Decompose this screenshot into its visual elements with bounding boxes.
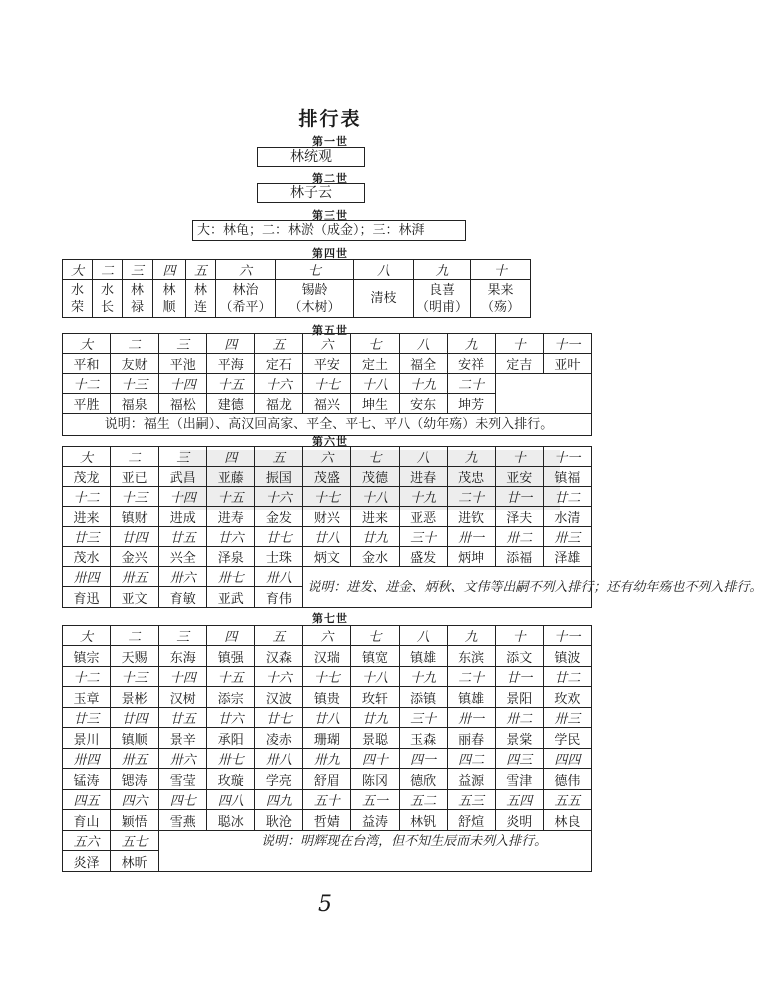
rank-cell: 三 — [159, 626, 207, 646]
rank-cell: 五 — [255, 334, 303, 354]
name-cell: 凌赤 — [255, 728, 303, 749]
rank-cell: 四五 — [63, 790, 111, 810]
name-cell: 平和 — [63, 354, 111, 374]
name-cell: 福龙 — [255, 394, 303, 414]
gen7-label: 第七世 — [312, 612, 348, 625]
rank-cell: 廿六 — [207, 708, 255, 728]
rank-cell: 廿五 — [159, 527, 207, 547]
name-cell: 林良 — [543, 810, 591, 831]
name-cell: 水清 — [543, 507, 591, 527]
gen1-name-box: 林统观 — [257, 147, 365, 167]
name-cell: 炎泽 — [63, 851, 111, 872]
name-cell: 茂德 — [351, 467, 399, 487]
name-cell: 泽泉 — [207, 547, 255, 567]
rank-cell: 大 — [63, 260, 93, 280]
rank-cell: 十 — [495, 626, 543, 646]
name-cell: 景辛 — [159, 728, 207, 749]
gen6-label: 第六世 — [312, 435, 348, 448]
name-cell: 景聪 — [351, 728, 399, 749]
rank-cell: 十八 — [351, 374, 399, 394]
rank-cell: 七 — [351, 626, 399, 646]
name-cell: 添镇 — [399, 687, 447, 708]
name-cell: 丽春 — [447, 728, 495, 749]
name-cell: 金发 — [255, 507, 303, 527]
rank-cell: 九 — [447, 447, 495, 467]
gen3-label: 第三世 — [312, 209, 348, 222]
name-cell: 景阳 — [495, 687, 543, 708]
name-cell: 添宗 — [207, 687, 255, 708]
name-cell: 镇福 — [543, 467, 591, 487]
rank-cell: 廿七 — [255, 708, 303, 728]
rank-cell: 三十 — [399, 527, 447, 547]
name-cell: 雪莹 — [159, 769, 207, 790]
gen5-table — [62, 333, 592, 436]
name-cell: 平安 — [303, 354, 351, 374]
name-cell: 水 荣 — [63, 280, 93, 318]
name-cell: 茂水 — [63, 547, 111, 567]
name-cell: 财兴 — [303, 507, 351, 527]
rank-cell: 三 — [123, 260, 153, 280]
rank-cell: 十三 — [111, 667, 159, 687]
rank-cell: 十八 — [351, 667, 399, 687]
rank-cell: 十一 — [543, 626, 591, 646]
rank-cell: 六 — [303, 447, 351, 467]
name-cell: 锡龄 （木树） — [276, 280, 354, 318]
page-title: 排行表 — [298, 108, 362, 130]
name-cell: 育山 — [63, 810, 111, 831]
rank-cell: 五七 — [111, 831, 159, 851]
name-cell: 武昌 — [159, 467, 207, 487]
rank-cell: 卅七 — [207, 749, 255, 769]
rank-cell: 大 — [63, 447, 111, 467]
rank-cell: 十 — [471, 260, 531, 280]
name-cell: 炎明 — [495, 810, 543, 831]
name-cell: 茂盛 — [303, 467, 351, 487]
name-cell: 汉森 — [255, 646, 303, 667]
name-cell: 清枝 — [354, 280, 414, 318]
rank-cell: 四九 — [255, 790, 303, 810]
name-cell: 金水 — [351, 547, 399, 567]
rank-cell: 二 — [111, 626, 159, 646]
name-cell: 益涛 — [351, 810, 399, 831]
gen2-name-box: 林子云 — [257, 183, 365, 203]
name-cell: 学民 — [543, 728, 591, 749]
name-cell: 进来 — [351, 507, 399, 527]
gen5-note: 说明：福生（出嗣）、高汉回高家、平全、平七、平八（幼年殇）未列入排行。 — [63, 414, 592, 436]
rank-cell: 四三 — [495, 749, 543, 769]
rank-cell: 廿二 — [543, 667, 591, 687]
rank-cell: 廿九 — [351, 708, 399, 728]
name-cell: 育伟 — [255, 587, 303, 608]
rank-cell: 廿一 — [495, 487, 543, 507]
rank-cell: 十五 — [207, 487, 255, 507]
name-cell: 玉森 — [399, 728, 447, 749]
rank-cell: 卅六 — [159, 749, 207, 769]
rank-cell: 五十 — [303, 790, 351, 810]
name-cell: 兴全 — [159, 547, 207, 567]
rank-cell: 二十 — [447, 374, 495, 394]
name-cell: 锰涛 — [63, 769, 111, 790]
rank-cell: 四八 — [207, 790, 255, 810]
rank-cell: 十九 — [399, 374, 447, 394]
name-cell: 汉波 — [255, 687, 303, 708]
rank-cell: 二 — [111, 447, 159, 467]
rank-cell: 卅八 — [255, 749, 303, 769]
name-cell: 益源 — [447, 769, 495, 790]
rank-cell: 三十 — [399, 708, 447, 728]
gen2-label: 第二世 — [312, 172, 348, 185]
rank-cell: 廿九 — [351, 527, 399, 547]
name-cell: 镇雄 — [399, 646, 447, 667]
rank-cell: 大 — [63, 626, 111, 646]
rank-cell: 廿八 — [303, 527, 351, 547]
name-cell: 进成 — [159, 507, 207, 527]
page-number: 5 — [318, 892, 332, 917]
name-cell: 哲婧 — [303, 810, 351, 831]
name-cell: 金兴 — [111, 547, 159, 567]
rank-cell: 廿四 — [111, 527, 159, 547]
rank-cell: 四七 — [159, 790, 207, 810]
name-cell: 定土 — [351, 354, 399, 374]
name-cell: 水 长 — [93, 280, 123, 318]
rank-cell: 廿六 — [207, 527, 255, 547]
name-cell: 振国 — [255, 467, 303, 487]
gen5-label: 第五世 — [312, 324, 348, 337]
name-cell: 盛发 — [399, 547, 447, 567]
rank-cell: 十七 — [303, 374, 351, 394]
name-cell: 福泉 — [111, 394, 159, 414]
rank-cell: 六 — [303, 334, 351, 354]
name-cell: 雪津 — [495, 769, 543, 790]
name-cell: 平池 — [159, 354, 207, 374]
name-cell: 添福 — [495, 547, 543, 567]
name-cell: 玫轩 — [351, 687, 399, 708]
rank-cell: 廿四 — [111, 708, 159, 728]
rank-cell: 十四 — [159, 487, 207, 507]
name-cell: 镇波 — [543, 646, 591, 667]
rank-cell: 廿二 — [543, 487, 591, 507]
name-cell: 坤芳 — [447, 394, 495, 414]
name-cell: 颖悟 — [111, 810, 159, 831]
name-cell: 定石 — [255, 354, 303, 374]
name-cell: 聪冰 — [207, 810, 255, 831]
rank-cell: 八 — [354, 260, 414, 280]
rank-cell: 卅三 — [543, 527, 591, 547]
rank-cell: 八 — [399, 334, 447, 354]
rank-cell: 三 — [159, 447, 207, 467]
rank-cell: 七 — [276, 260, 354, 280]
rank-cell: 卅二 — [495, 708, 543, 728]
name-cell: 亚恶 — [399, 507, 447, 527]
name-cell: 景棠 — [495, 728, 543, 749]
name-cell: 景川 — [63, 728, 111, 749]
rank-cell: 十二 — [63, 667, 111, 687]
rank-cell: 七 — [351, 447, 399, 467]
rank-cell: 九 — [447, 626, 495, 646]
name-cell: 学亮 — [255, 769, 303, 790]
rank-cell: 卅四 — [63, 749, 111, 769]
rank-cell: 十 — [495, 447, 543, 467]
rank-cell: 廿七 — [255, 527, 303, 547]
name-cell: 林 顺 — [153, 280, 186, 318]
name-cell: 炳坤 — [447, 547, 495, 567]
rank-cell: 十一 — [543, 447, 591, 467]
rank-cell: 卅一 — [447, 708, 495, 728]
rank-cell: 二 — [93, 260, 123, 280]
gen3-names-box: 大：林龟；二：林淤（成金）；三：林湃 — [192, 220, 466, 241]
rank-cell: 十九 — [399, 667, 447, 687]
rank-cell: 廿一 — [495, 667, 543, 687]
name-cell: 亚藤 — [207, 467, 255, 487]
name-cell: 景彬 — [111, 687, 159, 708]
name-cell: 福兴 — [303, 394, 351, 414]
rank-cell: 廿三 — [63, 708, 111, 728]
name-cell: 德伟 — [543, 769, 591, 790]
rank-cell: 九 — [447, 334, 495, 354]
name-cell: 德欣 — [399, 769, 447, 790]
name-cell: 育迅 — [63, 587, 111, 608]
rank-cell: 卅六 — [159, 567, 207, 587]
rank-cell: 十六 — [255, 487, 303, 507]
name-cell: 亚武 — [207, 587, 255, 608]
name-cell: 舒眉 — [303, 769, 351, 790]
rank-cell: 五一 — [351, 790, 399, 810]
rank-cell: 十 — [495, 334, 543, 354]
name-cell: 汉树 — [159, 687, 207, 708]
name-cell: 镇宗 — [63, 646, 111, 667]
name-cell: 进钦 — [447, 507, 495, 527]
rank-cell: 五五 — [543, 790, 591, 810]
rank-cell: 卅五 — [111, 567, 159, 587]
name-cell: 良喜 （明甫） — [414, 280, 471, 318]
rank-cell: 十五 — [207, 667, 255, 687]
name-cell: 陈冈 — [351, 769, 399, 790]
name-cell: 育敏 — [159, 587, 207, 608]
name-cell: 平胜 — [63, 394, 111, 414]
rank-cell: 十四 — [159, 667, 207, 687]
name-cell: 汉瑞 — [303, 646, 351, 667]
gen4-label: 第四世 — [312, 247, 348, 260]
gen7-table — [62, 625, 592, 872]
rank-cell: 十七 — [303, 667, 351, 687]
name-cell: 雪燕 — [159, 810, 207, 831]
rank-cell: 十六 — [255, 667, 303, 687]
rank-cell: 四 — [207, 626, 255, 646]
name-cell: 珊瑚 — [303, 728, 351, 749]
rank-cell: 七 — [351, 334, 399, 354]
rank-cell: 十五 — [207, 374, 255, 394]
name-cell: 林钒 — [399, 810, 447, 831]
gen4-table — [62, 259, 531, 318]
rank-cell: 四 — [207, 334, 255, 354]
rank-cell: 六 — [303, 626, 351, 646]
name-cell: 锶涛 — [111, 769, 159, 790]
gen7-note: 说明：明辉现在台湾，但不知生辰而未列入排行。 — [159, 831, 592, 872]
name-cell: 安祥 — [447, 354, 495, 374]
rank-cell: 八 — [399, 626, 447, 646]
gen6-table — [62, 446, 762, 608]
rank-cell: 十二 — [63, 374, 111, 394]
rank-cell: 廿八 — [303, 708, 351, 728]
name-cell: 福全 — [399, 354, 447, 374]
name-cell: 东海 — [159, 646, 207, 667]
name-cell: 承阳 — [207, 728, 255, 749]
empty-cell — [495, 374, 591, 414]
name-cell: 亚文 — [111, 587, 159, 608]
rank-cell: 卅三 — [543, 708, 591, 728]
name-cell: 玫欢 — [543, 687, 591, 708]
name-cell: 镇雄 — [447, 687, 495, 708]
rank-cell: 五四 — [495, 790, 543, 810]
rank-cell: 卅九 — [303, 749, 351, 769]
rank-cell: 十四 — [159, 374, 207, 394]
rank-cell: 大 — [63, 334, 111, 354]
rank-cell: 十一 — [543, 334, 591, 354]
rank-cell: 十三 — [111, 374, 159, 394]
rank-cell: 四 — [153, 260, 186, 280]
name-cell: 炳文 — [303, 547, 351, 567]
name-cell: 泽雄 — [543, 547, 591, 567]
gen1-label: 第一世 — [312, 135, 348, 148]
name-cell: 坤生 — [351, 394, 399, 414]
name-cell: 果来 （殇） — [471, 280, 531, 318]
name-cell: 林 禄 — [123, 280, 153, 318]
name-cell: 建德 — [207, 394, 255, 414]
name-cell: 平海 — [207, 354, 255, 374]
rank-cell: 九 — [414, 260, 471, 280]
name-cell: 玫璇 — [207, 769, 255, 790]
rank-cell: 三 — [159, 334, 207, 354]
rank-cell: 四 — [207, 447, 255, 467]
name-cell: 泽夫 — [495, 507, 543, 527]
rank-cell: 卅七 — [207, 567, 255, 587]
rank-cell: 十二 — [63, 487, 111, 507]
rank-cell: 五二 — [399, 790, 447, 810]
name-cell: 镇顺 — [111, 728, 159, 749]
rank-cell: 卅二 — [495, 527, 543, 547]
rank-cell: 十七 — [303, 487, 351, 507]
name-cell: 添文 — [495, 646, 543, 667]
rank-cell: 卅一 — [447, 527, 495, 547]
rank-cell: 四二 — [447, 749, 495, 769]
rank-cell: 四一 — [399, 749, 447, 769]
name-cell: 亚安 — [495, 467, 543, 487]
name-cell: 镇宽 — [351, 646, 399, 667]
name-cell: 亚叶 — [543, 354, 591, 374]
name-cell: 东滨 — [447, 646, 495, 667]
rank-cell: 六 — [216, 260, 276, 280]
name-cell: 镇贵 — [303, 687, 351, 708]
rank-cell: 卅五 — [111, 749, 159, 769]
name-cell: 镇强 — [207, 646, 255, 667]
rank-cell: 五 — [186, 260, 216, 280]
name-cell: 福松 — [159, 394, 207, 414]
rank-cell: 八 — [399, 447, 447, 467]
rank-cell: 二十 — [447, 667, 495, 687]
name-cell: 林 连 — [186, 280, 216, 318]
rank-cell: 五六 — [63, 831, 111, 851]
name-cell: 定吉 — [495, 354, 543, 374]
rank-cell: 廿五 — [159, 708, 207, 728]
name-cell: 镇财 — [111, 507, 159, 527]
rank-cell: 四六 — [111, 790, 159, 810]
rank-cell: 十六 — [255, 374, 303, 394]
rank-cell: 二十 — [447, 487, 495, 507]
name-cell: 耿沧 — [255, 810, 303, 831]
rank-cell: 十八 — [351, 487, 399, 507]
name-cell: 玉章 — [63, 687, 111, 708]
rank-cell: 四四 — [543, 749, 591, 769]
name-cell: 舒煊 — [447, 810, 495, 831]
name-cell: 天赐 — [111, 646, 159, 667]
name-cell: 进来 — [63, 507, 111, 527]
name-cell: 亚已 — [111, 467, 159, 487]
name-cell: 林治 （希平） — [216, 280, 276, 318]
rank-cell: 廿三 — [63, 527, 111, 547]
name-cell: 进春 — [399, 467, 447, 487]
gen6-note: 说明：进发、进金、炳秋、文伟等出嗣不列入排行；还有幼年殇也不列入排行。 — [303, 567, 592, 608]
rank-cell: 卅八 — [255, 567, 303, 587]
rank-cell: 二 — [111, 334, 159, 354]
rank-cell: 卅四 — [63, 567, 111, 587]
rank-cell: 五 — [255, 626, 303, 646]
rank-cell: 五 — [255, 447, 303, 467]
name-cell: 茂忠 — [447, 467, 495, 487]
rank-cell: 十三 — [111, 487, 159, 507]
name-cell: 安东 — [399, 394, 447, 414]
rank-cell: 五三 — [447, 790, 495, 810]
rank-cell: 四十 — [351, 749, 399, 769]
name-cell: 友财 — [111, 354, 159, 374]
name-cell: 茂龙 — [63, 467, 111, 487]
name-cell: 林昕 — [111, 851, 159, 872]
rank-cell: 十九 — [399, 487, 447, 507]
name-cell: 士珠 — [255, 547, 303, 567]
name-cell: 进寿 — [207, 507, 255, 527]
